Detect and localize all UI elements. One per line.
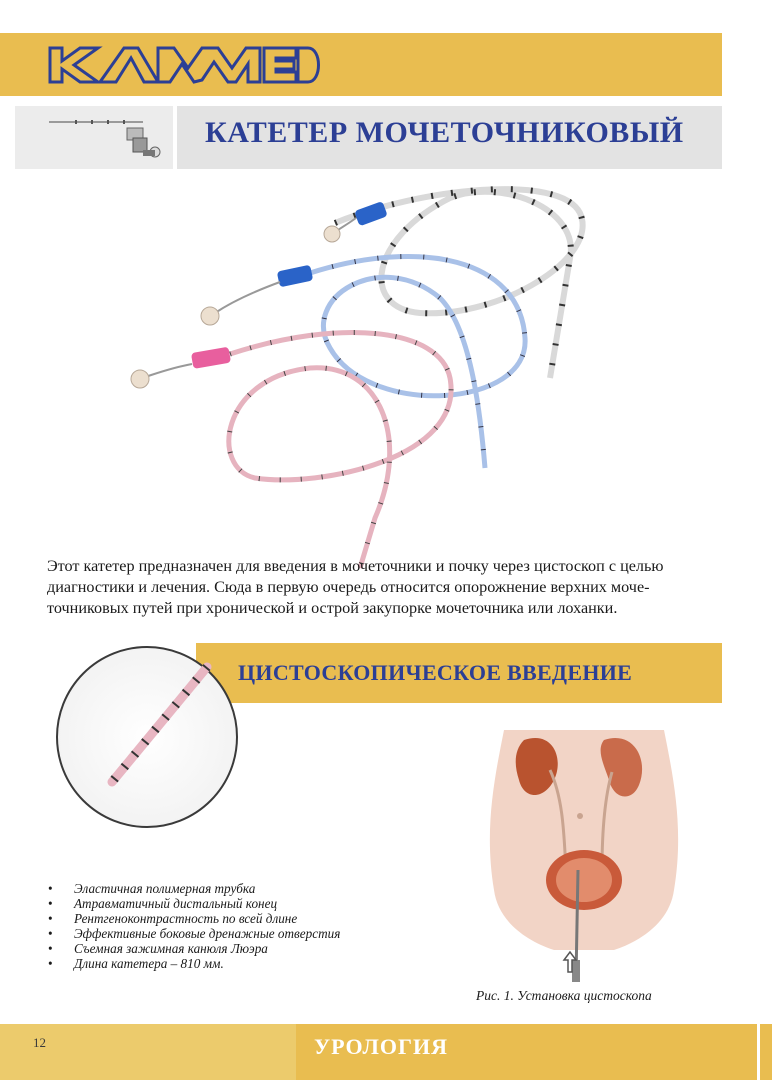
- description-paragraph: Этот катетер предназначен для введения в мочеточники и почку через цистоскоп с целью диагностики и лечения. Сюда в первую очередь относится опорожнение верхних моче-точниковых путей при хронической и острой закупорке мочеточника или лоханки.: [47, 557, 664, 617]
- feature-text: Длина катетера – 810 мм.: [74, 956, 224, 971]
- catheter-tip-magnifier: [52, 642, 242, 832]
- feature-item: [48, 911, 340, 926]
- feature-text: Эффективные боковые дренажные отверстия: [74, 926, 341, 941]
- catheter-product-image: [120, 178, 620, 578]
- bullet: •: [48, 926, 53, 941]
- cystoscope-anatomy-figure: [484, 720, 684, 990]
- footer-title: УРОЛОГИЯ: [314, 1034, 448, 1059]
- catheter-thumbnail: [15, 106, 177, 169]
- feature-text: Эластичная полимерная трубка: [74, 881, 256, 896]
- bullet: •: [48, 956, 53, 971]
- feature-item: [48, 941, 340, 956]
- logo-text: KAMMED: [46, 44, 51, 45]
- page-number: 12: [33, 1035, 46, 1050]
- feature-item: [48, 881, 340, 896]
- feature-text: Атравматичный дистальный конец: [74, 896, 278, 911]
- footer-divider: [757, 1024, 760, 1080]
- footer-band-light: [0, 1024, 296, 1080]
- bullet: •: [48, 881, 53, 896]
- bullet: •: [48, 896, 53, 911]
- feature-item: [48, 896, 340, 911]
- kammed-logo: [46, 44, 324, 86]
- feature-item: [48, 926, 340, 941]
- feature-text: Рентгеноконтрастность по всей длине: [74, 911, 298, 926]
- feature-item: [48, 956, 340, 971]
- figure-caption: Рис. 1. Установка цистоскопа: [476, 988, 652, 1003]
- features-list: [48, 881, 340, 971]
- bullet: •: [48, 941, 53, 956]
- feature-text: Съемная зажимная канюля Люэра: [74, 941, 268, 956]
- section-title: ЦИСТОСКОПИЧЕСКОЕ ВВЕДЕНИЕ: [238, 660, 633, 685]
- page-title: КАТЕТЕР МОЧЕТОЧНИКОВЫЙ: [205, 116, 684, 149]
- bullet: •: [48, 911, 53, 926]
